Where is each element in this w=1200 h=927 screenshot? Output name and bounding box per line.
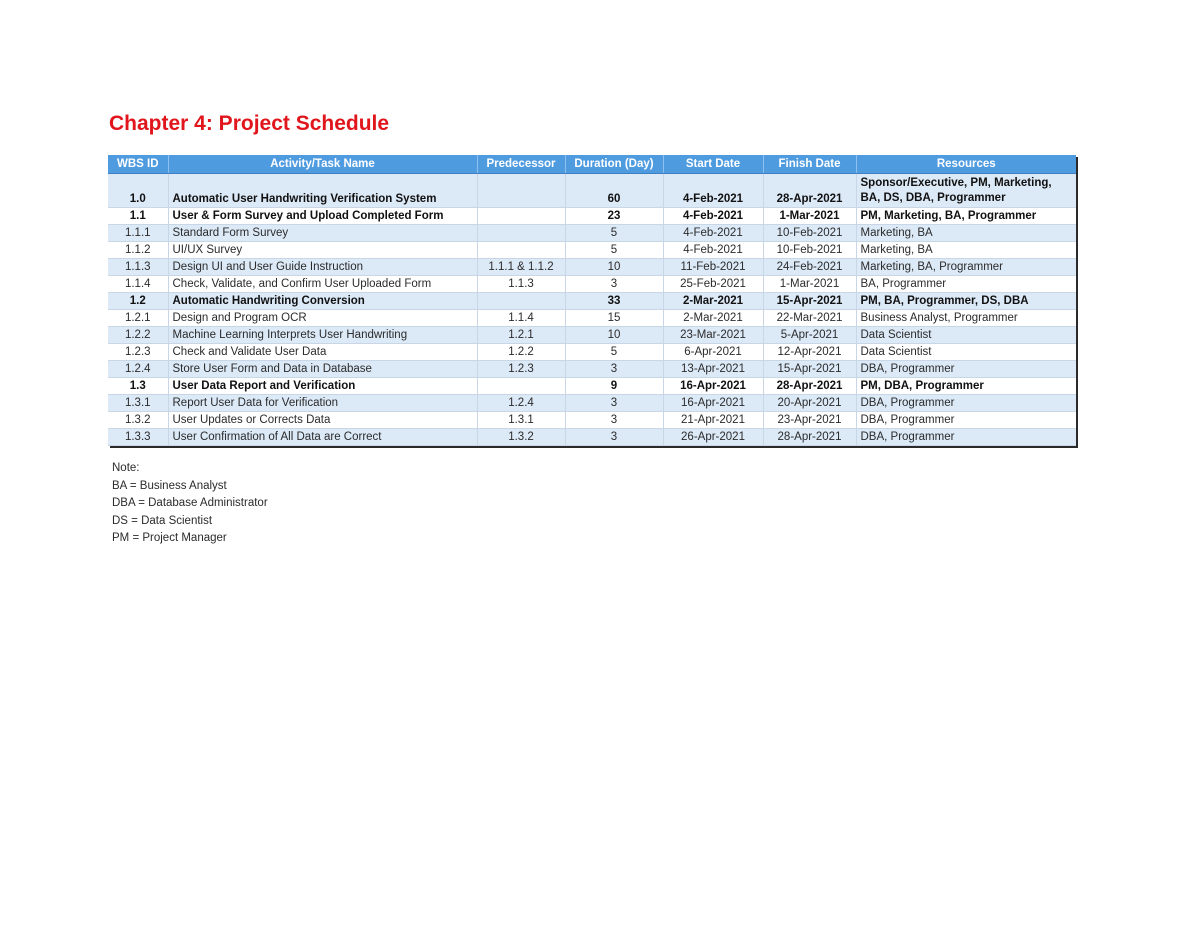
- table-row: [108, 378, 1076, 395]
- cell-predecessor: [477, 378, 565, 395]
- cell-predecessor: [477, 293, 565, 310]
- column-header-duration: Duration (Day): [565, 155, 663, 174]
- cell-finish-date: 28-Apr-2021: [763, 174, 856, 208]
- table-row: [108, 242, 1076, 259]
- column-header-finish-date: Finish Date: [763, 155, 856, 174]
- cell-duration: 10: [565, 259, 663, 276]
- cell-resources: Marketing, BA, Programmer: [856, 259, 1076, 276]
- table-row: [108, 412, 1076, 429]
- cell-start-date: 2-Mar-2021: [663, 293, 763, 310]
- cell-predecessor: 1.1.3: [477, 276, 565, 293]
- cell-predecessor: 1.1.4: [477, 310, 565, 327]
- cell-resources: Business Analyst, Programmer: [856, 310, 1076, 327]
- cell-wbs-id: 1.2.3: [108, 344, 168, 361]
- cell-resources: Data Scientist: [856, 344, 1076, 361]
- cell-predecessor: [477, 242, 565, 259]
- cell-wbs-id: 1.2: [108, 293, 168, 310]
- column-header-start-date: Start Date: [663, 155, 763, 174]
- cell-wbs-id: 1.3.1: [108, 395, 168, 412]
- cell-start-date: 4-Feb-2021: [663, 174, 763, 208]
- cell-predecessor: [477, 174, 565, 208]
- table-row: [108, 344, 1076, 361]
- cell-resources: Marketing, BA: [856, 225, 1076, 242]
- cell-finish-date: 20-Apr-2021: [763, 395, 856, 412]
- cell-finish-date: 5-Apr-2021: [763, 327, 856, 344]
- column-header-predecessor: Predecessor: [477, 155, 565, 174]
- column-header-activity: Activity/Task Name: [168, 155, 477, 174]
- cell-duration: 3: [565, 429, 663, 446]
- cell-finish-date: 10-Feb-2021: [763, 225, 856, 242]
- cell-resources: DBA, Programmer: [856, 395, 1076, 412]
- column-header-wbs-id: WBS ID: [108, 155, 168, 174]
- schedule-table-container: [108, 155, 1076, 446]
- cell-predecessor: 1.2.1: [477, 327, 565, 344]
- cell-activity: Design UI and User Guide Instruction: [168, 259, 477, 276]
- cell-wbs-id: 1.3: [108, 378, 168, 395]
- cell-resources: PM, Marketing, BA, Programmer: [856, 208, 1076, 225]
- cell-activity: User Updates or Corrects Data: [168, 412, 477, 429]
- note-item: BA = Business Analyst: [112, 479, 227, 492]
- cell-predecessor: 1.3.2: [477, 429, 565, 446]
- project-schedule-table: [108, 155, 1076, 446]
- cell-start-date: 25-Feb-2021: [663, 276, 763, 293]
- cell-activity: Report User Data for Verification: [168, 395, 477, 412]
- note-item: DS = Data Scientist: [112, 514, 213, 527]
- cell-start-date: 6-Apr-2021: [663, 344, 763, 361]
- cell-activity: Machine Learning Interprets User Handwriting: [168, 327, 477, 344]
- cell-wbs-id: 1.1.2: [108, 242, 168, 259]
- cell-activity: Check and Validate User Data: [168, 344, 477, 361]
- cell-activity: User & Form Survey and Upload Completed Form: [168, 208, 477, 225]
- cell-activity: Automatic Handwriting Conversion: [168, 293, 477, 310]
- table-row: [108, 310, 1076, 327]
- cell-start-date: 4-Feb-2021: [663, 225, 763, 242]
- cell-predecessor: [477, 225, 565, 242]
- cell-activity: Store User Form and Data in Database: [168, 361, 477, 378]
- table-row: [108, 395, 1076, 412]
- table-row: [108, 327, 1076, 344]
- cell-resources: Marketing, BA: [856, 242, 1076, 259]
- cell-activity: User Data Report and Verification: [168, 378, 477, 395]
- cell-resources: Sponsor/Executive, PM, Marketing, BA, DS, DBA, Programmer: [856, 174, 1076, 208]
- cell-duration: 3: [565, 395, 663, 412]
- cell-resources: Data Scientist: [856, 327, 1076, 344]
- cell-resources: PM, BA, Programmer, DS, DBA: [856, 293, 1076, 310]
- cell-duration: 5: [565, 225, 663, 242]
- cell-start-date: 2-Mar-2021: [663, 310, 763, 327]
- cell-wbs-id: 1.2.1: [108, 310, 168, 327]
- cell-start-date: 16-Apr-2021: [663, 378, 763, 395]
- cell-start-date: 21-Apr-2021: [663, 412, 763, 429]
- cell-finish-date: 28-Apr-2021: [763, 429, 856, 446]
- cell-wbs-id: 1.3.3: [108, 429, 168, 446]
- cell-wbs-id: 1.1.4: [108, 276, 168, 293]
- cell-finish-date: 28-Apr-2021: [763, 378, 856, 395]
- note-item: DBA = Database Administrator: [112, 497, 268, 509]
- cell-finish-date: 12-Apr-2021: [763, 344, 856, 361]
- cell-wbs-id: 1.2.4: [108, 361, 168, 378]
- cell-resources: BA, Programmer: [856, 276, 1076, 293]
- cell-start-date: 4-Feb-2021: [663, 242, 763, 259]
- cell-predecessor: 1.3.1: [477, 412, 565, 429]
- cell-duration: 5: [565, 344, 663, 361]
- column-header-resources: Resources: [856, 155, 1076, 174]
- cell-start-date: 23-Mar-2021: [663, 327, 763, 344]
- cell-finish-date: 1-Mar-2021: [763, 208, 856, 225]
- table-row: [108, 208, 1076, 225]
- cell-wbs-id: 1.0: [108, 174, 168, 208]
- cell-activity: Standard Form Survey: [168, 225, 477, 242]
- table-row: [108, 276, 1076, 293]
- notes-section: [112, 460, 268, 548]
- cell-predecessor: 1.2.3: [477, 361, 565, 378]
- cell-finish-date: 24-Feb-2021: [763, 259, 856, 276]
- cell-wbs-id: 1.3.2: [108, 412, 168, 429]
- cell-wbs-id: 1.1: [108, 208, 168, 225]
- cell-wbs-id: 1.1.1: [108, 225, 168, 242]
- cell-resources: DBA, Programmer: [856, 412, 1076, 429]
- cell-resources: DBA, Programmer: [856, 361, 1076, 378]
- cell-predecessor: 1.2.4: [477, 395, 565, 412]
- cell-resources: DBA, Programmer: [856, 429, 1076, 446]
- cell-activity: Automatic User Handwriting Verification System: [168, 174, 477, 208]
- cell-duration: 9: [565, 378, 663, 395]
- cell-duration: 60: [565, 174, 663, 208]
- cell-duration: 5: [565, 242, 663, 259]
- cell-duration: 23: [565, 208, 663, 225]
- cell-predecessor: 1.1.1 & 1.1.2: [477, 259, 565, 276]
- cell-finish-date: 10-Feb-2021: [763, 242, 856, 259]
- cell-start-date: 16-Apr-2021: [663, 395, 763, 412]
- table-row: [108, 225, 1076, 242]
- cell-duration: 15: [565, 310, 663, 327]
- cell-resources: PM, DBA, Programmer: [856, 378, 1076, 395]
- cell-predecessor: [477, 208, 565, 225]
- notes-heading: Note:: [112, 462, 140, 474]
- cell-finish-date: 1-Mar-2021: [763, 276, 856, 293]
- cell-wbs-id: 1.1.3: [108, 259, 168, 276]
- cell-wbs-id: 1.2.2: [108, 327, 168, 344]
- page-title: Chapter 4: Project Schedule: [109, 112, 390, 135]
- cell-duration: 3: [565, 276, 663, 293]
- cell-finish-date: 22-Mar-2021: [763, 310, 856, 327]
- cell-start-date: 26-Apr-2021: [663, 429, 763, 446]
- cell-activity: User Confirmation of All Data are Correct: [168, 429, 477, 446]
- cell-predecessor: 1.2.2: [477, 344, 565, 361]
- cell-duration: 33: [565, 293, 663, 310]
- cell-start-date: 11-Feb-2021: [663, 259, 763, 276]
- cell-start-date: 4-Feb-2021: [663, 208, 763, 225]
- note-item: PM = Project Manager: [112, 532, 227, 544]
- cell-activity: UI/UX Survey: [168, 242, 477, 259]
- cell-activity: Check, Validate, and Confirm User Uploaded Form: [168, 276, 477, 293]
- cell-activity: Design and Program OCR: [168, 310, 477, 327]
- cell-duration: 3: [565, 412, 663, 429]
- table-body: [108, 174, 1076, 446]
- cell-finish-date: 15-Apr-2021: [763, 293, 856, 310]
- cell-finish-date: 15-Apr-2021: [763, 361, 856, 378]
- cell-start-date: 13-Apr-2021: [663, 361, 763, 378]
- table-header-row: [108, 155, 1076, 174]
- cell-duration: 10: [565, 327, 663, 344]
- table-row: [108, 429, 1076, 446]
- table-row: [108, 361, 1076, 378]
- cell-finish-date: 23-Apr-2021: [763, 412, 856, 429]
- table-row: [108, 293, 1076, 310]
- cell-duration: 3: [565, 361, 663, 378]
- table-row: [108, 174, 1076, 208]
- table-row: [108, 259, 1076, 276]
